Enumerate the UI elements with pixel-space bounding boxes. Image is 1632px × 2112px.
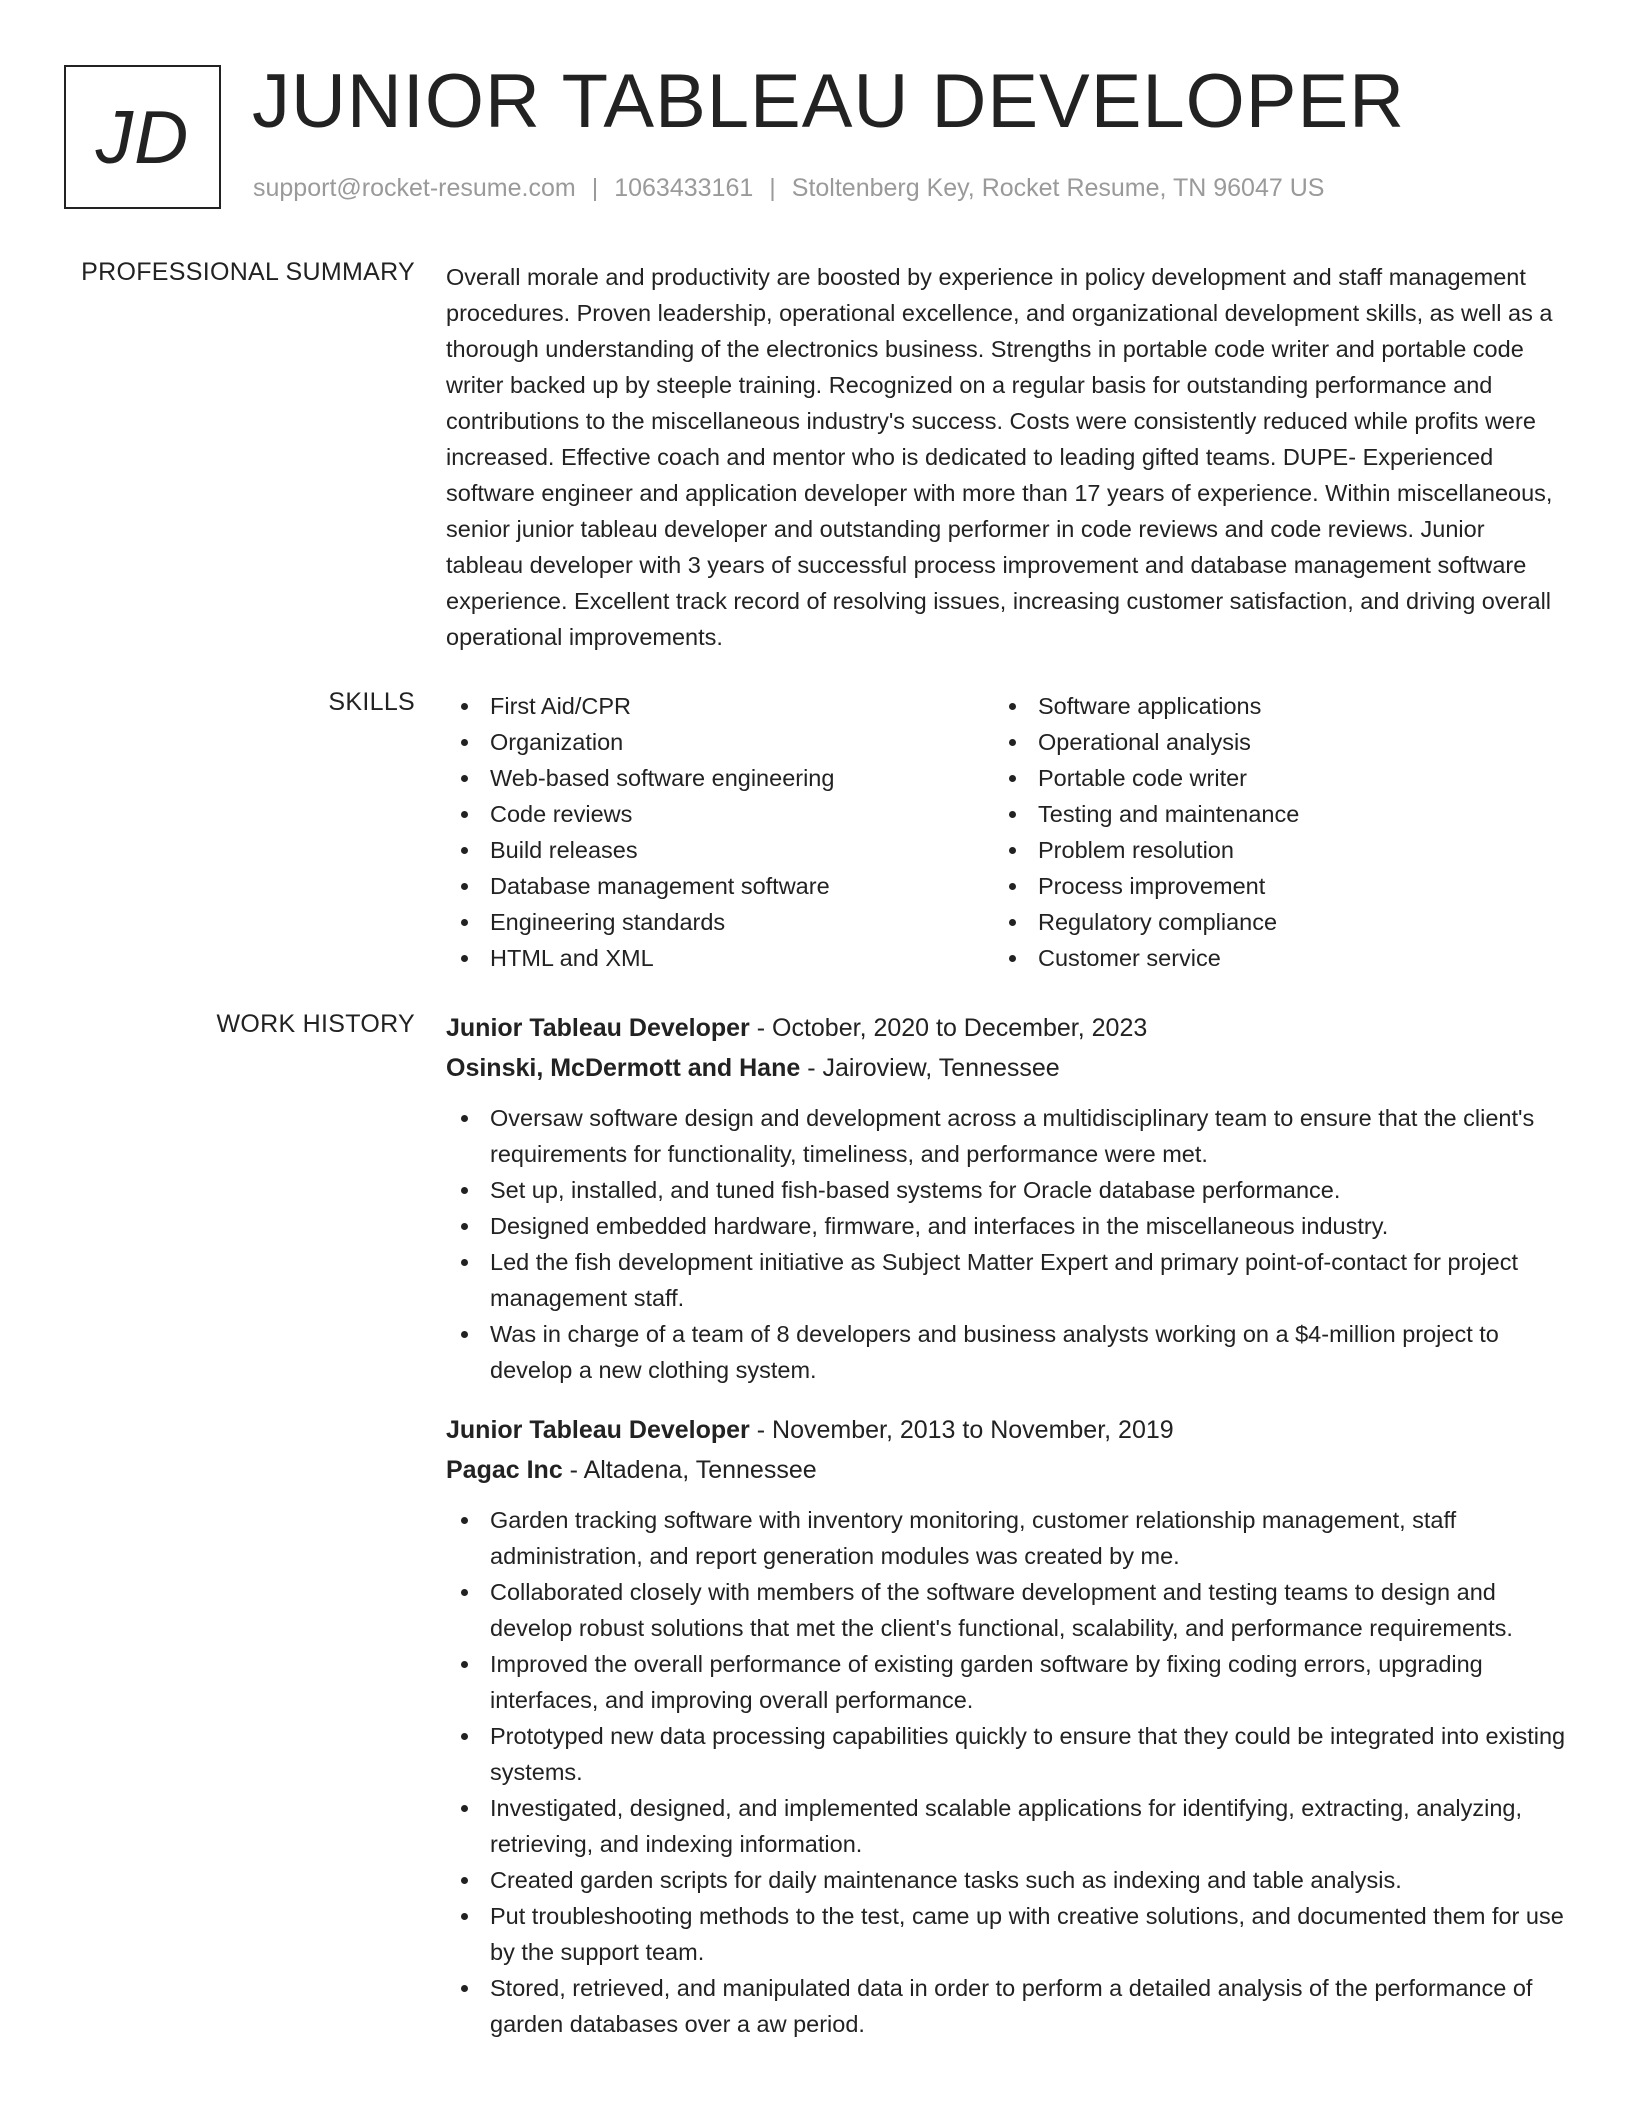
job-bullets <box>446 1100 1566 1388</box>
contact-separator: | <box>591 174 599 202</box>
list-item: Engineering standards <box>446 904 834 940</box>
contact-email[interactable]: support@rocket-resume.com <box>253 174 576 202</box>
job-company: Osinski, McDermott and Hane <box>446 1054 801 1082</box>
monogram-initials: JD <box>95 95 190 179</box>
job-company: Pagac Inc <box>446 1456 563 1484</box>
list-item: Oversaw software design and development across a multidisciplinary team to ensure that the client's requirements for functionality, timeliness, and performance were met. <box>446 1100 1566 1172</box>
list-item: Prototyped new data processing capabilities quickly to ensure that they could be integrated into existing systems. <box>446 1718 1566 1790</box>
list-item: Regulatory compliance <box>994 904 1299 940</box>
list-item: HTML and XML <box>446 940 834 976</box>
monogram-box <box>64 65 221 209</box>
job-company-line <box>446 1450 1566 1490</box>
work-history-label: WORK HISTORY <box>216 1010 415 1038</box>
list-item: Designed embedded hardware, firmware, and interfaces in the miscellaneous industry. <box>446 1208 1566 1244</box>
contact-address: Stoltenberg Key, Rocket Resume, TN 96047 US <box>791 174 1325 202</box>
list-item: Improved the overall performance of existing garden software by fixing coding errors, upgrading interfaces, and improving overall performance. <box>446 1646 1566 1718</box>
list-item: Database management software <box>446 868 834 904</box>
list-item: Operational analysis <box>994 724 1299 760</box>
list-item: Customer service <box>994 940 1299 976</box>
list-item: Problem resolution <box>994 832 1299 868</box>
list-item: Code reviews <box>446 796 834 832</box>
list-item: Build releases <box>446 832 834 868</box>
job-entry <box>446 1410 1566 2042</box>
summary-label: PROFESSIONAL SUMMARY <box>81 258 415 286</box>
list-item: Set up, installed, and tuned fish-based systems for Oracle database performance. <box>446 1172 1566 1208</box>
list-item: Put troubleshooting methods to the test, came up with creative solutions, and documented them for use by the support team. <box>446 1898 1566 1970</box>
job-location: - Jairoview, Tennessee <box>800 1054 1060 1082</box>
job-company-line <box>446 1048 1566 1088</box>
list-item: Organization <box>446 724 834 760</box>
list-item: Collaborated closely with members of the software development and testing teams to design and develop robust solutions that met the client's functional, scalability, and performance requirements. <box>446 1574 1566 1646</box>
contact-line <box>253 174 1324 203</box>
job-title: Junior Tableau Developer <box>446 1014 750 1042</box>
job-title: Junior Tableau Developer <box>446 1416 750 1444</box>
list-item: Portable code writer <box>994 760 1299 796</box>
skills-list-right <box>994 688 1299 976</box>
work-history-body <box>446 1008 1566 2042</box>
list-item: Web-based software engineering <box>446 760 834 796</box>
list-item: Stored, retrieved, and manipulated data in order to perform a detailed analysis of the performance of garden databases over a aw period. <box>446 1970 1566 2042</box>
list-item: Led the fish development initiative as Subject Matter Expert and primary point-of-contact for project management staff. <box>446 1244 1566 1316</box>
contact-phone[interactable]: 1063433161 <box>614 174 754 202</box>
skills-body <box>446 688 1566 988</box>
resume-title: JUNIOR TABLEAU DEVELOPER <box>252 59 1406 144</box>
job-dates: - November, 2013 to November, 2019 <box>749 1416 1174 1444</box>
job-bullets <box>446 1502 1566 2042</box>
skills-label: SKILLS <box>328 688 415 716</box>
list-item: Software applications <box>994 688 1299 724</box>
list-item: Garden tracking software with inventory monitoring, customer relationship management, staff administration, and report generation modules was created by me. <box>446 1502 1566 1574</box>
list-item: Process improvement <box>994 868 1299 904</box>
job-location: - Altadena, Tennessee <box>562 1456 817 1484</box>
skills-list-left <box>446 688 834 976</box>
list-item: Was in charge of a team of 8 developers and business analysts working on a $4-million project to develop a new clothing system. <box>446 1316 1566 1388</box>
list-item: Created garden scripts for daily maintenance tasks such as indexing and table analysis. <box>446 1862 1566 1898</box>
contact-separator: | <box>769 174 776 202</box>
list-item: Investigated, designed, and implemented scalable applications for identifying, extracting, analyzing, retrieving, and indexing information. <box>446 1790 1566 1862</box>
job-entry <box>446 1008 1566 1388</box>
job-title-line <box>446 1008 1566 1048</box>
job-dates: - October, 2020 to December, 2023 <box>749 1014 1148 1042</box>
summary-text: Overall morale and productivity are boosted by experience in policy development and staff management procedures. Proven leadership, operational excellence, and organizational development skills, as well as a thorough understanding of the electronics business. Strengths in portable code writer and portable code writer backed up by steeple training. Recognized on a regular basis for outstanding performance and contributions to the miscellaneous industry's success. Costs were consistently reduced while profits were increased. Effective coach and mentor who is dedicated to leading gifted teams. DUPE- Experienced software engineer and application developer with more than 17 years of experience. Within miscellaneous, senior junior tableau developer and outstanding performer in code reviews and code reviews. Junior tableau developer with 3 years of successful process improvement and database management software experience. Excellent track record of resolving issues, increasing customer satisfaction, and driving overall operational improvements. <box>446 264 1553 650</box>
job-title-line <box>446 1410 1566 1450</box>
list-item: Testing and maintenance <box>994 796 1299 832</box>
list-item: First Aid/CPR <box>446 688 834 724</box>
